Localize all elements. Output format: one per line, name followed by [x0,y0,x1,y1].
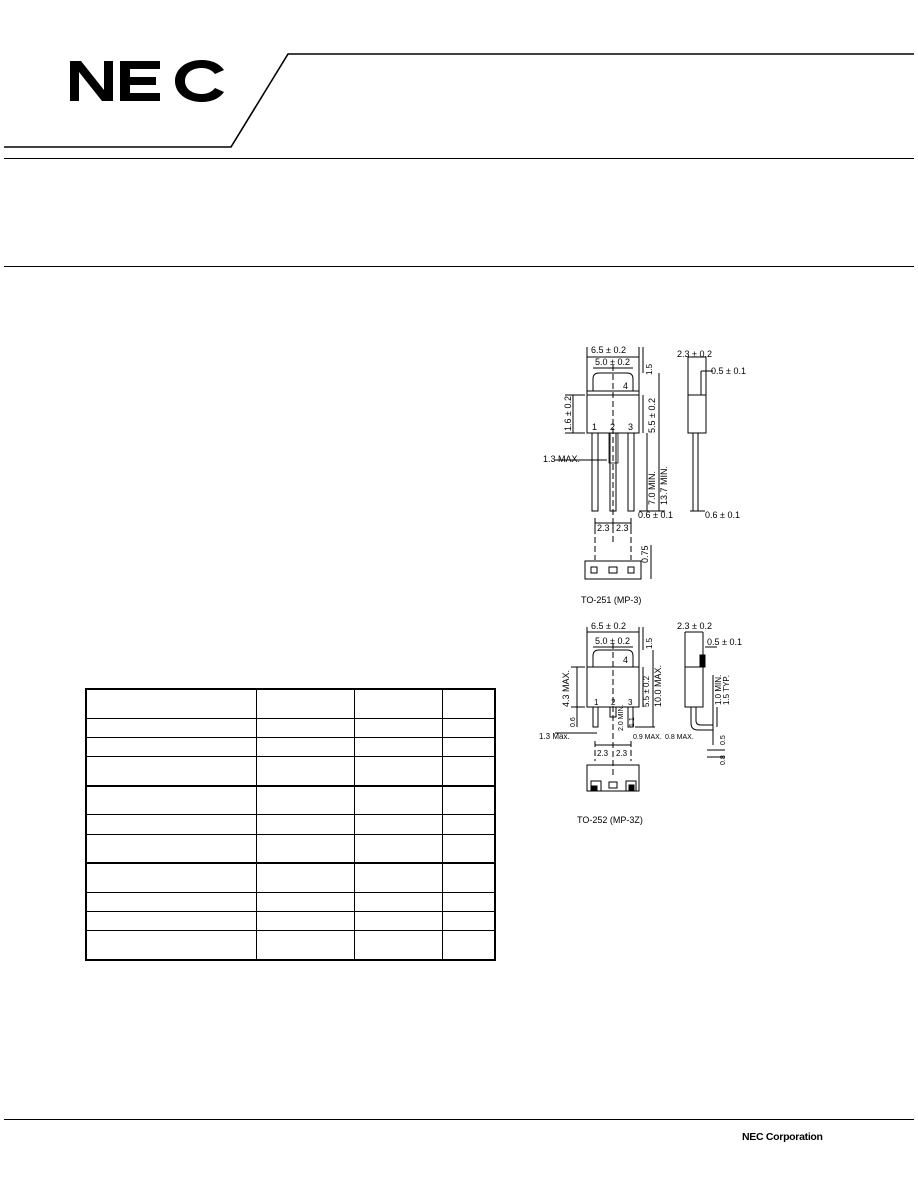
table-row [86,863,495,892]
table-cell [256,892,354,911]
dim-left-h: 1.6 ± 0.2 [563,396,573,431]
dim-pitch-a: 2.3 [597,523,610,533]
table-cell [354,689,442,718]
package-drawing-to252 [535,615,785,830]
table-cell [86,689,256,718]
table-cell [354,931,442,960]
table-cell [354,757,442,786]
header-frame [0,50,918,155]
dim-tab-t: 0.5 ± 0.1 [711,366,746,376]
dim-body-max: 4.3 MAX. [561,669,571,707]
package-drawing-to251 [535,335,785,615]
dim-side-min: 1.0 MIN. [714,674,723,705]
outline-front-view [555,627,655,791]
table-cell [442,689,495,718]
pin-label-1: 1 [594,698,599,707]
table-row [86,912,495,931]
dim-pitch-b: 2.3 [616,523,629,533]
table-row [86,718,495,737]
table-row [86,757,495,786]
pin-label-2: 2 [610,422,616,432]
table-cell [86,931,256,960]
dim-width-total: 6.5 ± 0.2 [591,621,626,631]
dim-bottom-h: 0.75 [640,545,650,563]
table-cell [442,892,495,911]
pin-label-4: 4 [623,655,629,665]
table-row [86,931,495,960]
table-cell [86,786,256,815]
table-cell [256,863,354,892]
table-cell [256,834,354,863]
dim-tab-t: 0.5 ± 0.1 [707,637,742,647]
table-cell [354,912,442,931]
dim-width-tab: 5.0 ± 0.2 [595,357,630,367]
dim-body-h: 5.5 ± 0.2 [642,675,651,707]
table-cell [442,931,495,960]
package-caption: TO-252 (MP-3Z) [577,815,643,825]
spec-table [85,688,496,961]
pin-label-3: 3 [628,422,634,432]
dim-lead-w: 0.6 ± 0.1 [638,510,673,520]
table-cell [354,834,442,863]
table-cell [86,737,256,756]
table-cell [256,815,354,834]
dim-max-a: 0.9 MAX. [633,734,662,741]
table-row [86,834,495,863]
table-cell [442,912,495,931]
table-row [86,689,495,718]
table-row [86,786,495,815]
table-cell [442,834,495,863]
dim-width-total: 6.5 ± 0.2 [591,345,626,355]
dim-side-lead: 0.6 ± 0.1 [705,510,740,520]
dim-lead-max: 1.3 MAX. [543,454,581,464]
dim-max-b: 0.8 MAX. [665,734,694,741]
dim-side-typ: 1.5 TYP. [722,675,731,705]
table-cell [86,757,256,786]
table-cell [86,718,256,737]
dim-total-min: 13.7 MIN. [659,465,669,505]
table-cell [86,863,256,892]
table-cell [354,815,442,834]
table-cell [354,863,442,892]
table-cell [86,834,256,863]
dim-side-b: 0.8 [720,755,727,765]
footer-corporation: NEC Corporation [742,1131,823,1143]
dimension-labels [539,621,742,825]
dim-lead-small: 1.1 [629,717,636,727]
table-cell [442,718,495,737]
table-row [86,737,495,756]
dim-width-tab: 5.0 ± 0.2 [595,636,630,646]
dim-body-h: 5.5 ± 0.2 [647,398,657,433]
table-cell [256,912,354,931]
package-caption: TO-251 (MP-3) [581,595,642,605]
table-cell [354,786,442,815]
table-cell [442,815,495,834]
dim-lead-max: 1.3 Max. [539,732,570,741]
title-divider [4,266,914,267]
table-cell [86,815,256,834]
table-cell [256,931,354,960]
dim-thick: 2.3 ± 0.2 [677,621,712,631]
pin-label-4: 4 [623,381,629,391]
table-cell [86,912,256,931]
table-cell [256,757,354,786]
table-cell [442,863,495,892]
dim-lead-min: 7.0 MIN. [647,470,657,505]
pin-label-1: 1 [592,422,598,432]
dim-total: 10.0 MAX. [653,664,663,707]
table-cell [354,892,442,911]
table-row [86,815,495,834]
dimension-labels [543,345,746,605]
table-cell [442,757,495,786]
dim-pitch-a: 2.3 [597,749,609,758]
footer-divider [4,1119,914,1120]
dim-tab-h: 1.5 [645,363,654,375]
dim-lead-min: 2.0 MIN. [618,704,625,731]
dim-left-small: 0.6 [570,717,577,727]
dim-pitch-b: 2.3 [616,749,628,758]
table-cell [442,737,495,756]
outline-side-view [688,357,713,511]
table-cell [256,718,354,737]
table-cell [86,892,256,911]
pin-label-3: 3 [628,698,633,707]
table-row [86,892,495,911]
table-cell [442,786,495,815]
dim-thick: 2.3 ± 0.2 [677,349,712,359]
table-cell [354,737,442,756]
pin-label-2: 2 [611,698,616,707]
table-cell [256,737,354,756]
table-cell [256,786,354,815]
dim-side-a: 0.5 [720,735,727,745]
header-divider [4,158,914,159]
table-cell [256,689,354,718]
table-cell [354,718,442,737]
dim-tab-h: 1.5 [645,637,654,649]
